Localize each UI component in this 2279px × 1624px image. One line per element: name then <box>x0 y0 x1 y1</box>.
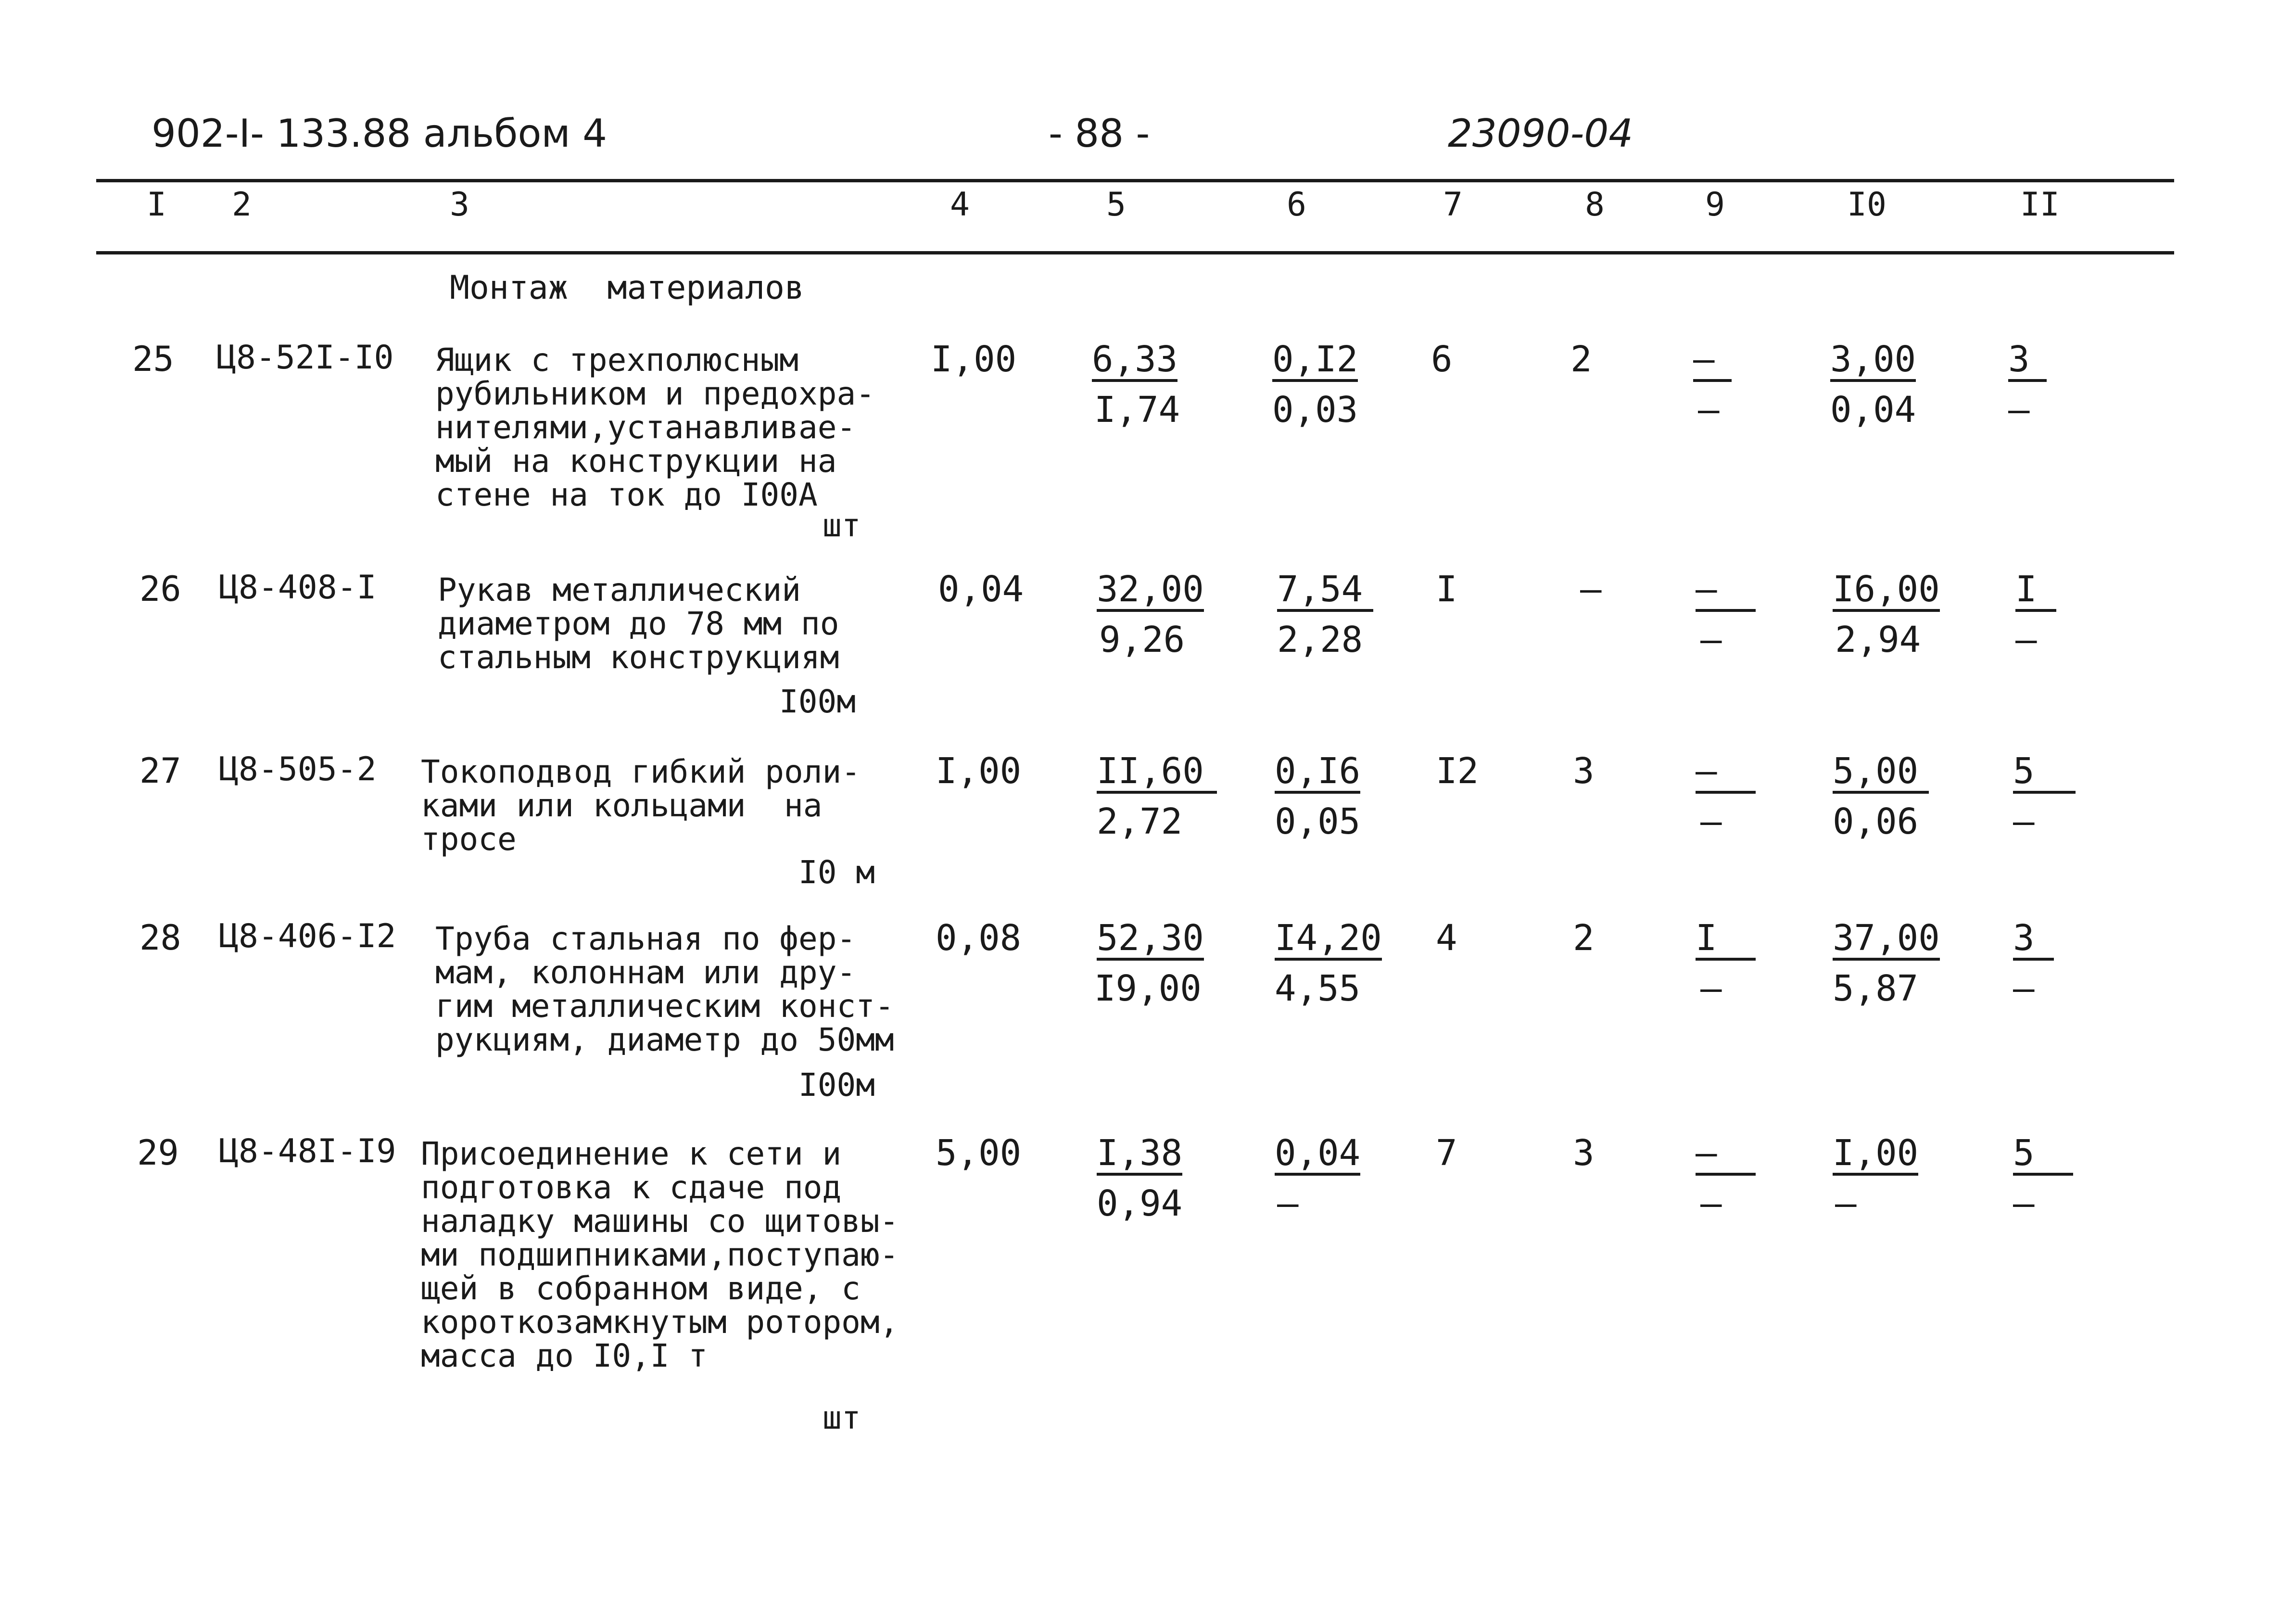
col11-top: 5 <box>2013 1135 2073 1176</box>
col10-top: 3,00 <box>1830 342 1916 382</box>
row-unit: I00м <box>798 1066 875 1104</box>
col8-value: 2 <box>1573 917 1595 959</box>
col10-bottom: 5,87 <box>1833 968 1919 1009</box>
row-number: 26 <box>139 569 181 609</box>
col5-top: 6,33 <box>1092 342 1177 382</box>
col7-value: I2 <box>1436 750 1479 792</box>
col6-top: 0,I2 <box>1272 342 1358 382</box>
header-bottom-rule <box>96 251 2174 254</box>
col6-bottom: 4,55 <box>1275 968 1361 1009</box>
col6-bottom: 0,03 <box>1272 389 1358 431</box>
row-description: Труба стальная по фер- мам, колоннам или дру- гим металлическим конст- рукциям, диаметр до 50мм <box>435 920 894 1058</box>
column-number: I0 <box>1847 186 1887 224</box>
col7-value: I <box>1436 569 1457 610</box>
row-quantity: 0,04 <box>938 569 1024 610</box>
column-number: II <box>2020 186 2060 224</box>
row-quantity: 0,08 <box>936 917 1022 959</box>
col6-top: I4,20 <box>1275 920 1382 961</box>
col10-top: I,00 <box>1833 1135 1918 1176</box>
page-number: - 88 - <box>1049 111 1150 156</box>
col10-bottom: – <box>1835 1183 1857 1224</box>
col8-value: 2 <box>1570 339 1592 380</box>
col6-top: 0,I6 <box>1275 753 1360 794</box>
col11-top: I <box>2015 571 2056 612</box>
row-description: Ящик с трехполюсным рубильником и предохра- нителями,устанавливае- мый на конструкции на стене на ток до I00А <box>435 342 875 513</box>
col11-top: 3 <box>2013 920 2054 961</box>
col5-bottom: I9,00 <box>1094 968 1202 1009</box>
row-number: 27 <box>139 750 181 791</box>
row-number: 29 <box>137 1132 179 1173</box>
column-number: I <box>147 186 166 224</box>
col10-top: 37,00 <box>1833 920 1940 961</box>
col5-bottom: 9,26 <box>1099 619 1185 660</box>
row-code: Ц8-408-I <box>219 569 377 607</box>
row-description: Присоединение к сети и подготовка к сдаче под наладку машины со щитовы- ми подшипниками,поступаю- щей в собранном виде, с короткозамкнутым ротором, масса до I0,I т <box>421 1135 899 1374</box>
col11-bottom: – <box>2008 389 2030 431</box>
col11-bottom: – <box>2013 801 2035 842</box>
album-label: 902-I- 133.88 альбом 4 <box>152 111 608 156</box>
row-number: 25 <box>132 339 174 379</box>
col5-top: 32,00 <box>1097 571 1204 612</box>
row-description: Рукав металлический диаметром до 78 мм по стальным конструкциям <box>438 571 839 676</box>
row-unit: I0 м <box>798 854 875 891</box>
col11-bottom: – <box>2013 1183 2035 1224</box>
col10-top: 5,00 <box>1833 753 1929 794</box>
row-quantity: I,00 <box>936 750 1022 792</box>
column-number: 4 <box>950 186 970 224</box>
section-title: Монтаж материалов <box>450 269 804 307</box>
col10-bottom: 0,04 <box>1830 389 1916 431</box>
col6-bottom: 0,05 <box>1275 801 1361 842</box>
col6-bottom: – <box>1277 1183 1299 1224</box>
top-rule <box>96 179 2174 182</box>
col5-bottom: 0,94 <box>1097 1183 1183 1224</box>
col9-top: – <box>1693 342 1732 382</box>
row-quantity: I,00 <box>931 339 1017 380</box>
col5-bottom: 2,72 <box>1097 801 1183 842</box>
row-unit: I00м <box>779 683 856 720</box>
row-unit: шт <box>823 507 861 544</box>
col5-top: 52,30 <box>1097 920 1204 961</box>
row-description: Токоподвод гибкий роли- ками или кольцами на тросе <box>421 753 861 858</box>
column-number: 2 <box>232 186 252 224</box>
document-code: 23090-04 <box>1448 111 1633 156</box>
column-number: 3 <box>450 186 469 224</box>
row-code: Ц8-48I-I9 <box>219 1132 396 1170</box>
col9-top: – <box>1696 571 1756 612</box>
row-code: Ц8-505-2 <box>219 750 377 788</box>
col9-bottom: – <box>1700 801 1722 842</box>
row-quantity: 5,00 <box>936 1132 1022 1174</box>
col5-bottom: I,74 <box>1094 389 1180 431</box>
row-code: Ц8-52I-I0 <box>216 339 394 377</box>
column-number: 5 <box>1106 186 1126 224</box>
col9-bottom: – <box>1700 968 1722 1009</box>
col8-value: – <box>1580 569 1602 610</box>
row-code: Ц8-406-I2 <box>219 917 396 955</box>
col8-value: 3 <box>1573 1132 1595 1174</box>
column-number: 9 <box>1705 186 1725 224</box>
row-unit: шт <box>823 1399 861 1436</box>
col9-bottom: – <box>1700 619 1722 660</box>
col10-bottom: 2,94 <box>1835 619 1921 660</box>
col9-bottom: – <box>1698 389 1720 431</box>
col7-value: 7 <box>1436 1132 1457 1174</box>
col11-top: 5 <box>2013 753 2076 794</box>
col7-value: 6 <box>1431 339 1453 380</box>
col9-top: – <box>1696 753 1756 794</box>
col10-bottom: 0,06 <box>1833 801 1919 842</box>
col10-top: I6,00 <box>1833 571 1940 612</box>
column-number: 7 <box>1443 186 1463 224</box>
col11-bottom: – <box>2013 968 2035 1009</box>
col6-top: 7,54 <box>1277 571 1373 612</box>
row-number: 28 <box>139 917 181 958</box>
col9-top: I <box>1696 920 1756 961</box>
col9-top: – <box>1696 1135 1756 1176</box>
column-number: 6 <box>1287 186 1306 224</box>
col11-top: 3 <box>2008 342 2047 382</box>
column-number: 8 <box>1585 186 1605 224</box>
col11-bottom: – <box>2015 619 2037 660</box>
col6-top: 0,04 <box>1275 1135 1360 1176</box>
col5-top: II,60 <box>1097 753 1217 794</box>
col9-bottom: – <box>1700 1183 1722 1224</box>
col6-bottom: 2,28 <box>1277 619 1363 660</box>
col7-value: 4 <box>1436 917 1457 959</box>
col8-value: 3 <box>1573 750 1595 792</box>
col5-top: I,38 <box>1097 1135 1182 1176</box>
